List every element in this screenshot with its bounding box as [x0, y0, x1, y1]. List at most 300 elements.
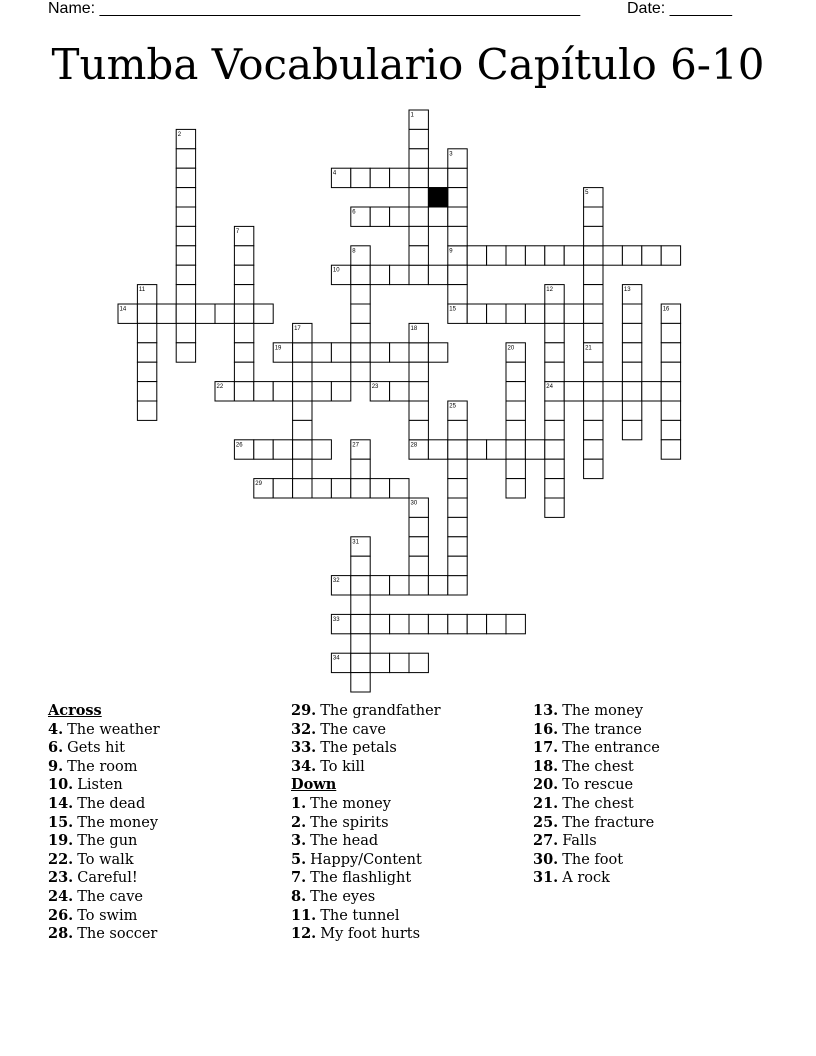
grid-cell[interactable] — [351, 556, 370, 575]
grid-cell[interactable] — [506, 304, 525, 323]
clue-item — [48, 888, 160, 907]
grid-cell[interactable] — [390, 382, 409, 401]
clue-number: 31. — [533, 869, 559, 887]
grid-cell[interactable] — [370, 265, 389, 284]
clue-number: 19. — [48, 832, 74, 850]
grid-cell[interactable] — [370, 207, 389, 226]
grid-cell[interactable] — [254, 304, 273, 323]
grid-cell[interactable] — [351, 343, 370, 362]
grid-cell[interactable] — [564, 382, 583, 401]
grid-cell[interactable] — [506, 420, 525, 439]
grid-cell[interactable] — [293, 362, 312, 381]
grid-cell[interactable] — [545, 498, 564, 517]
grid-cell[interactable] — [584, 382, 603, 401]
clue-number: 25. — [533, 813, 559, 831]
clue-text: The money — [77, 814, 159, 831]
grid-cell[interactable] — [409, 246, 428, 265]
clue-item — [533, 795, 660, 814]
cell-number: 19 — [274, 345, 282, 352]
date-field-label: Date: _______ — [627, 0, 732, 17]
grid-cell[interactable] — [428, 343, 447, 362]
grid-cell[interactable] — [448, 498, 467, 517]
grid-cell[interactable] — [390, 343, 409, 362]
grid-cell[interactable] — [409, 149, 428, 168]
clue-item — [533, 832, 660, 851]
grid-cell[interactable] — [351, 168, 370, 187]
grid-cell[interactable] — [525, 304, 544, 323]
grid-cell[interactable] — [448, 188, 467, 207]
grid-cell[interactable] — [642, 382, 661, 401]
clue-number: 17. — [533, 739, 559, 757]
grid-cell[interactable] — [506, 614, 525, 633]
grid-cell[interactable] — [661, 362, 680, 381]
grid-cell[interactable] — [584, 323, 603, 342]
grid-cell[interactable] — [584, 246, 603, 265]
grid-cell[interactable] — [351, 576, 370, 595]
grid-cell[interactable] — [351, 673, 370, 692]
grid-cell[interactable] — [448, 459, 467, 478]
grid-cell[interactable] — [448, 537, 467, 556]
cell-number: 32 — [332, 578, 340, 585]
grid-cell[interactable] — [137, 382, 156, 401]
grid-cell[interactable] — [448, 168, 467, 187]
grid-cell[interactable] — [467, 440, 486, 459]
grid-cell[interactable] — [293, 479, 312, 498]
grid-cell[interactable] — [564, 304, 583, 323]
clue-number: 1. — [291, 794, 307, 812]
grid-cell[interactable] — [176, 265, 195, 284]
grid-cell[interactable] — [331, 479, 350, 498]
grid-cell[interactable] — [234, 343, 253, 362]
clue-text: The trance — [562, 721, 642, 738]
grid-cell[interactable] — [661, 323, 680, 342]
grid-cell[interactable] — [351, 459, 370, 478]
clue-number: 24. — [48, 887, 74, 905]
grid-cell[interactable] — [564, 246, 583, 265]
grid-cell[interactable] — [409, 188, 428, 207]
grid-cell[interactable] — [215, 304, 234, 323]
grid-cell[interactable] — [409, 401, 428, 420]
grid-cell[interactable] — [467, 614, 486, 633]
clue-text: Listen — [77, 777, 123, 794]
grid-cell[interactable] — [370, 653, 389, 672]
grid-cell[interactable] — [409, 517, 428, 536]
cell-number: 21 — [585, 345, 592, 352]
grid-cell[interactable] — [234, 382, 253, 401]
clue-number: 9. — [48, 757, 64, 775]
grid-cell[interactable] — [506, 401, 525, 420]
grid-cell[interactable] — [293, 420, 312, 439]
clue-item — [533, 721, 660, 740]
grid-cell[interactable] — [622, 362, 641, 381]
clue-number: 23. — [48, 869, 74, 887]
clue-text: The gun — [77, 833, 138, 850]
grid-cell[interactable] — [448, 556, 467, 575]
clue-item — [533, 758, 660, 777]
clue-text: The soccer — [77, 926, 158, 943]
grid-cell[interactable] — [273, 382, 292, 401]
clue-text: The dead — [77, 795, 146, 812]
grid-cell[interactable] — [525, 246, 544, 265]
cell-number: 30 — [410, 500, 418, 507]
grid-cell[interactable] — [176, 323, 195, 342]
grid-cell[interactable] — [254, 382, 273, 401]
grid-cell[interactable] — [448, 285, 467, 304]
cell-number: 5 — [585, 190, 589, 197]
grid-cell[interactable] — [584, 401, 603, 420]
cell-number: 10 — [332, 267, 340, 274]
clue-text: Careful! — [77, 870, 138, 887]
clue-number: 33. — [291, 739, 317, 757]
grid-cell[interactable] — [603, 246, 622, 265]
cell-number: 3 — [449, 151, 453, 158]
grid-cell[interactable] — [506, 362, 525, 381]
grid-cell[interactable] — [661, 382, 680, 401]
grid-cell[interactable] — [351, 285, 370, 304]
grid-cell[interactable] — [137, 304, 156, 323]
grid-cell[interactable] — [409, 382, 428, 401]
grid-cell[interactable] — [622, 246, 641, 265]
grid-cell[interactable] — [351, 304, 370, 323]
clue-number: 20. — [533, 776, 559, 794]
cell-number: 26 — [235, 442, 243, 449]
grid-cell[interactable] — [137, 362, 156, 381]
cell-number: 7 — [235, 228, 240, 235]
grid-cell[interactable] — [506, 246, 525, 265]
grid-cell[interactable] — [448, 207, 467, 226]
grid-cell[interactable] — [409, 265, 428, 284]
grid-cell[interactable] — [409, 168, 428, 187]
grid-cell[interactable] — [234, 304, 253, 323]
grid-cell[interactable] — [584, 285, 603, 304]
grid-cell[interactable] — [409, 556, 428, 575]
clue-number: 14. — [48, 794, 74, 812]
grid-cell[interactable] — [545, 440, 564, 459]
grid-cell[interactable] — [176, 343, 195, 362]
clue-number: 5. — [291, 850, 307, 868]
grid-cell[interactable] — [448, 420, 467, 439]
clue-text: A rock — [562, 870, 610, 887]
cell-number: 20 — [507, 345, 515, 352]
clue-text: The room — [67, 758, 138, 775]
clue-number: 12. — [291, 925, 317, 943]
grid-cell[interactable] — [584, 440, 603, 459]
clue-text: My foot hurts — [320, 926, 421, 943]
grid-cell[interactable] — [254, 440, 273, 459]
clue-text: The fracture — [562, 814, 655, 831]
grid-cell[interactable] — [409, 614, 428, 633]
clue-number: 7. — [291, 869, 307, 887]
grid-cell[interactable] — [390, 168, 409, 187]
grid-cell[interactable] — [293, 382, 312, 401]
clue-item — [291, 888, 441, 907]
grid-cell[interactable] — [234, 265, 253, 284]
clue-number: 30. — [533, 850, 559, 868]
grid-cell[interactable] — [293, 401, 312, 420]
grid-cell[interactable] — [176, 207, 195, 226]
grid-cell[interactable] — [331, 382, 350, 401]
grid-cell[interactable] — [622, 382, 641, 401]
cell-number: 16 — [662, 306, 670, 313]
grid-cell[interactable] — [448, 517, 467, 536]
cell-number: 8 — [352, 248, 356, 255]
grid-cell[interactable] — [622, 420, 641, 439]
clue-item — [291, 907, 441, 926]
grid-cell[interactable] — [428, 614, 447, 633]
cell-number: 22 — [216, 384, 224, 391]
grid-cell[interactable] — [273, 440, 292, 459]
clue-item — [291, 721, 441, 740]
clue-text: The spirits — [310, 814, 389, 831]
grid-cell[interactable] — [448, 265, 467, 284]
grid-cell[interactable] — [448, 226, 467, 245]
grid-cell[interactable] — [545, 401, 564, 420]
grid-cell[interactable] — [409, 129, 428, 148]
grid-cell[interactable] — [137, 401, 156, 420]
clue-text: The grandfather — [320, 703, 441, 719]
cell-number: 29 — [255, 481, 262, 488]
grid-cell[interactable] — [661, 246, 680, 265]
grid-cell[interactable] — [176, 246, 195, 265]
grid-cell[interactable] — [448, 614, 467, 633]
grid-cell[interactable] — [506, 459, 525, 478]
clue-item — [48, 795, 160, 814]
grid-cell[interactable] — [448, 479, 467, 498]
grid-cell[interactable] — [390, 265, 409, 284]
clue-number: 10. — [48, 776, 74, 794]
clue-number: 3. — [291, 832, 307, 850]
grid-cell[interactable] — [487, 246, 506, 265]
grid-cell[interactable] — [545, 479, 564, 498]
cell-number: 9 — [449, 248, 453, 255]
clue-text: The money — [310, 795, 391, 812]
grid-cell[interactable] — [351, 362, 370, 381]
grid-cell[interactable] — [487, 304, 506, 323]
grid-cell[interactable] — [176, 168, 195, 187]
clue-text: Gets hit — [67, 740, 125, 757]
grid-cell[interactable] — [622, 304, 641, 323]
clue-number: 28. — [48, 925, 74, 943]
grid-cell[interactable] — [428, 265, 447, 284]
grid-cell[interactable] — [545, 459, 564, 478]
clue-text: To kill — [320, 758, 365, 775]
clue-number: 16. — [533, 720, 559, 738]
grid-cell[interactable] — [622, 343, 641, 362]
grid-cell[interactable] — [370, 479, 389, 498]
cell-number: 28 — [410, 442, 418, 449]
grid-cell[interactable] — [176, 304, 195, 323]
cell-number: 12 — [546, 287, 553, 294]
grid-cell[interactable] — [584, 304, 603, 323]
clue-column-3 — [533, 702, 660, 888]
grid-cell[interactable] — [584, 226, 603, 245]
cell-number: 34 — [332, 655, 340, 662]
grid-cell[interactable] — [370, 576, 389, 595]
grid-cell[interactable] — [351, 595, 370, 614]
clue-item — [533, 702, 660, 721]
grid-cell[interactable] — [409, 362, 428, 381]
clue-text: The money — [562, 703, 644, 719]
grid-cell[interactable] — [351, 323, 370, 342]
clue-item — [48, 739, 160, 758]
grid-cell[interactable] — [467, 304, 486, 323]
grid-cell[interactable] — [176, 149, 195, 168]
grid-cell[interactable] — [351, 653, 370, 672]
grid-cell[interactable] — [157, 304, 176, 323]
name-field-label: Name: ______________________________________________________ — [48, 0, 581, 17]
grid-cell[interactable] — [622, 323, 641, 342]
grid-cell[interactable] — [545, 343, 564, 362]
clue-item — [48, 814, 160, 833]
grid-cell[interactable] — [331, 343, 350, 362]
grid-cell[interactable] — [312, 479, 331, 498]
cell-number: 6 — [352, 209, 356, 216]
grid-cell[interactable] — [448, 440, 467, 459]
grid-cell[interactable] — [661, 401, 680, 420]
grid-cell[interactable] — [176, 188, 195, 207]
grid-cell[interactable] — [448, 576, 467, 595]
grid-cell[interactable] — [603, 382, 622, 401]
grid-cell[interactable] — [661, 440, 680, 459]
cell-number: 13 — [623, 287, 631, 294]
grid-cell[interactable] — [370, 343, 389, 362]
clue-number: 8. — [291, 887, 307, 905]
grid-cell[interactable] — [584, 459, 603, 478]
grid-cell[interactable] — [525, 440, 544, 459]
clue-item — [533, 739, 660, 758]
grid-cell[interactable] — [487, 440, 506, 459]
grid-cell[interactable] — [545, 420, 564, 439]
clue-number: 32. — [291, 720, 317, 738]
across-heading: Across — [48, 702, 102, 719]
cell-number: 23 — [371, 384, 379, 391]
cell-number: 1 — [410, 112, 414, 119]
clue-number: 13. — [533, 702, 559, 719]
clue-text: To walk — [77, 851, 134, 868]
grid-cell[interactable] — [351, 634, 370, 653]
grid-cell[interactable] — [293, 459, 312, 478]
grid-cell[interactable] — [312, 440, 331, 459]
grid-cell[interactable] — [467, 246, 486, 265]
grid-cell[interactable] — [661, 343, 680, 362]
grid-cell[interactable] — [506, 382, 525, 401]
clue-item — [533, 851, 660, 870]
grid-cell[interactable] — [506, 440, 525, 459]
grid-cell[interactable] — [642, 246, 661, 265]
grid-cell[interactable] — [370, 168, 389, 187]
grid-cell[interactable] — [234, 362, 253, 381]
clue-text: The eyes — [310, 888, 376, 905]
black-cell — [428, 188, 447, 207]
clue-text: The tunnel — [320, 907, 400, 924]
grid-cell[interactable] — [428, 168, 447, 187]
grid-cell[interactable] — [390, 576, 409, 595]
clue-column-2 — [291, 702, 441, 944]
grid-cell[interactable] — [390, 653, 409, 672]
clue-item — [533, 814, 660, 833]
grid-cell[interactable] — [370, 614, 389, 633]
clue-number: 15. — [48, 813, 74, 831]
grid-cell[interactable] — [409, 343, 428, 362]
grid-cell[interactable] — [409, 226, 428, 245]
cell-number: 24 — [546, 384, 553, 391]
grid-cell[interactable] — [176, 226, 195, 245]
grid-cell[interactable] — [351, 614, 370, 633]
grid-cell[interactable] — [273, 479, 292, 498]
grid-cell[interactable] — [409, 653, 428, 672]
grid-cell[interactable] — [196, 304, 215, 323]
grid-cell[interactable] — [234, 323, 253, 342]
grid-cell[interactable] — [661, 420, 680, 439]
grid-cell[interactable] — [312, 382, 331, 401]
grid-cell[interactable] — [584, 420, 603, 439]
clue-number: 29. — [291, 702, 317, 719]
cell-number: 33 — [332, 616, 340, 623]
grid-cell[interactable] — [351, 265, 370, 284]
clue-item — [48, 721, 160, 740]
grid-cell[interactable] — [409, 420, 428, 439]
grid-cell[interactable] — [584, 265, 603, 284]
grid-cell[interactable] — [584, 207, 603, 226]
clue-text: Happy/Content — [310, 851, 422, 868]
clue-number: 21. — [533, 794, 559, 812]
clue-text: The entrance — [562, 740, 660, 757]
grid-cell[interactable] — [622, 401, 641, 420]
grid-cell[interactable] — [390, 614, 409, 633]
grid-cell[interactable] — [506, 479, 525, 498]
grid-cell[interactable] — [293, 343, 312, 362]
grid-cell[interactable] — [390, 207, 409, 226]
grid-cell[interactable] — [312, 343, 331, 362]
grid-cell[interactable] — [390, 479, 409, 498]
grid-cell[interactable] — [545, 323, 564, 342]
clue-item — [48, 851, 160, 870]
clue-item — [291, 702, 441, 721]
grid-cell[interactable] — [409, 537, 428, 556]
grid-cell[interactable] — [428, 207, 447, 226]
grid-cell[interactable] — [545, 362, 564, 381]
cell-number: 25 — [449, 403, 456, 410]
grid-cell[interactable] — [234, 246, 253, 265]
clue-number: 22. — [48, 850, 74, 868]
clue-number: 2. — [291, 813, 307, 831]
grid-cell[interactable] — [584, 362, 603, 381]
grid-cell[interactable] — [545, 304, 564, 323]
grid-cell[interactable] — [351, 479, 370, 498]
clue-number: 11. — [291, 906, 317, 924]
grid-cell[interactable] — [176, 285, 195, 304]
grid-cell[interactable] — [409, 207, 428, 226]
cell-number: 11 — [138, 287, 146, 294]
cell-number: 31 — [352, 539, 359, 546]
grid-cell[interactable] — [137, 323, 156, 342]
grid-cell[interactable] — [137, 343, 156, 362]
clue-item — [291, 795, 441, 814]
grid-cell[interactable] — [234, 285, 253, 304]
clue-text: To rescue — [562, 777, 634, 794]
clue-item — [291, 851, 441, 870]
grid-cell[interactable] — [293, 440, 312, 459]
grid-cell[interactable] — [487, 614, 506, 633]
grid-cell[interactable] — [545, 246, 564, 265]
clue-item — [291, 869, 441, 888]
cell-number: 15 — [449, 306, 456, 313]
clue-number: 26. — [48, 906, 74, 924]
grid-cell[interactable] — [409, 576, 428, 595]
grid-cell[interactable] — [428, 576, 447, 595]
grid-cell[interactable] — [428, 440, 447, 459]
page-title: Tumba Vocabulario Capítulo 6-10 — [51, 40, 765, 89]
